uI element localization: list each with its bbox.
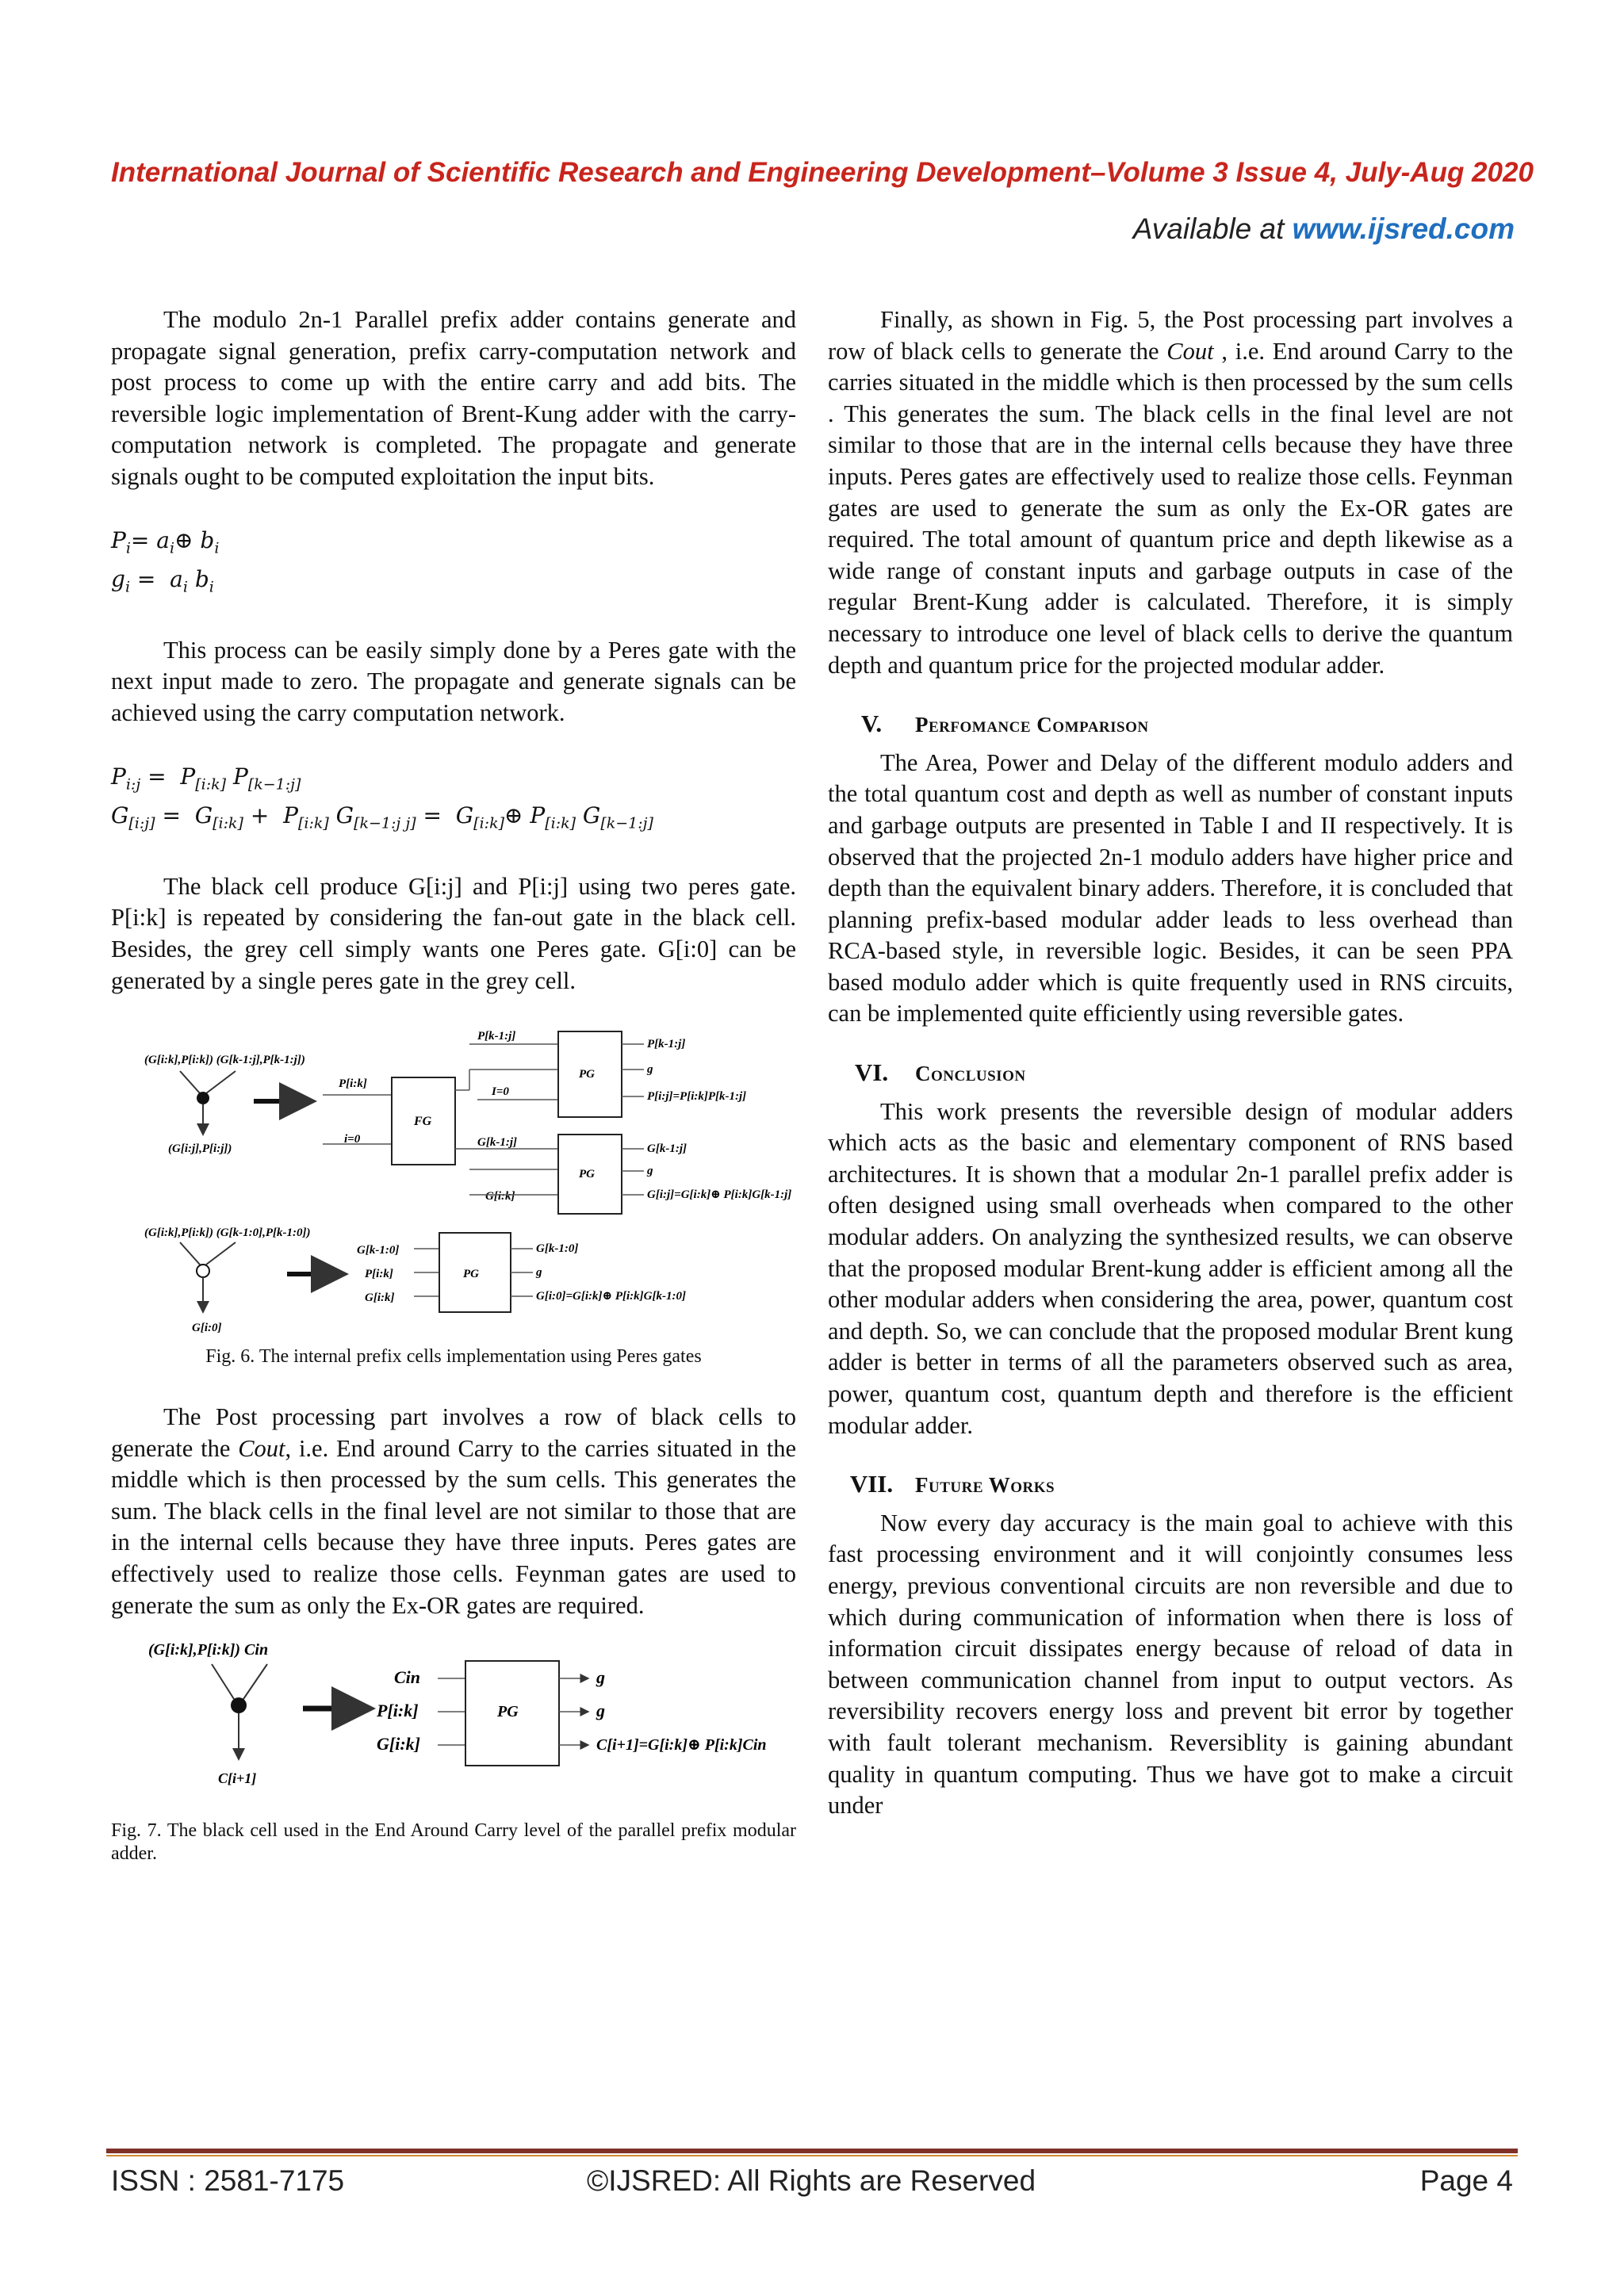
paragraph: This work presents the reversible design of modular adders which acts as the basic and elementary component of RNS based architectures. It is shown that a modular 2n-1 parallel prefix adder is often designed using small overheads when compared to the other modular adders. On analyzing the synthesized results, we can observe that the proposed modular Brent-kung adder is efficient among all the other modular adders when considering the area, power, quantum cost and depth. So, we can conclude that the proposed modular Brent kung adder is better in terms of all the parameters observed such as area, power, quantum cost, quantum depth and therefore is the efficient modular adder. <box>828 1097 1513 1439</box>
fig7-in2: P[i:k] <box>377 1701 419 1721</box>
fig7-out3: C[i+1]=G[i:k]⊕ P[i:k]Cin <box>596 1736 767 1755</box>
fig6-in-pk1j: P[k-1:j] <box>477 1030 516 1043</box>
p4-text-a: The Post processing part involves a row of black cells to generate the <box>111 1403 796 1462</box>
fig6-grey-in3: G[i:k] <box>365 1292 395 1305</box>
fig6-grey-inputs: (G[i:k],P[i:k]) (G[k-1:0],P[k-1:0]) <box>144 1226 311 1240</box>
fig7-output: C[i+1] <box>218 1770 257 1787</box>
fig6-in-gk1j: G[k-1:j] <box>477 1136 517 1150</box>
fig6-pg-top-label: PG <box>579 1068 595 1081</box>
section-title: Perfomance Comparison <box>915 713 1149 737</box>
fig6-in-gik: G[i:k] <box>485 1190 515 1203</box>
paragraph: Now every day accuracy is the main goal to achieve with this fast processing environment and it will conjointly consumes less energy, previous conventional circuits are non reversible and due to which during communication of information when there is loss of information circuit dissipates energy because of reload of data in between communication channel from input to output vectors. As reversibility recovers energy loss and prevent bit error by together with fault tolerant mechanism. Reversiblity is gaining abundant quality in quantum computing. Thus we have got to make a circuit under <box>828 1509 1513 1820</box>
equation-propagate: $P_i=$ $a_i\oplus$ $b_i$ <box>111 526 220 557</box>
section-number: VI. <box>854 1058 889 1087</box>
black-cell-node <box>197 1092 209 1104</box>
fig6-grey-out3: G[i:0]=G[i:k]⊕ P[i:k]G[k-1:0] <box>536 1290 686 1303</box>
fig6-fg-label: FG <box>414 1115 432 1129</box>
cout-term: Cout <box>1166 337 1214 365</box>
equation-group-generate: $G_{[i:j]} = G_{[i:k]} + P_{[i:k]}$ $G_{[k-1:j j]}$ = $G_{[i:k]}\oplus$ $P_{[i:k]}$ $G_{[k-1:j]}$ <box>111 802 653 832</box>
fig6-out-g: g <box>647 1063 653 1077</box>
fig6-pg-grey-label: PG <box>463 1268 479 1281</box>
figure-6-caption: Fig. 6. The internal prefix cells implementation using Peres gates <box>205 1346 702 1368</box>
right-column <box>828 304 1513 1822</box>
fig6-out-pk1j: P[k-1:j] <box>647 1038 686 1051</box>
figure-6-diagram <box>136 1008 792 1341</box>
section-number: V. <box>860 710 883 738</box>
paragraph <box>111 1402 796 1621</box>
figure-7-caption: Fig. 7. The black cell used in the End Around Carry level of the parallel prefix modular adder. <box>111 1820 796 1865</box>
footer-copyright: ©IJSRED: All Rights are Reserved <box>587 2164 1036 2197</box>
fig6-in-i0b: I=0 <box>492 1085 509 1099</box>
section-title: Conclusion <box>915 1062 1026 1086</box>
left-column <box>111 304 796 1866</box>
fig7-in3: G[i:k] <box>377 1734 420 1755</box>
fig7-black-node <box>231 1697 247 1713</box>
footer-rule-light <box>106 2155 1518 2156</box>
cout-term: Cout <box>238 1434 285 1462</box>
fig6-grey-in2: P[i:k] <box>365 1268 393 1281</box>
fig6-pg-bottom-label: PG <box>579 1168 595 1181</box>
available-prefix: Available at <box>1132 212 1293 245</box>
paragraph: This process can be easily simply done by a Peres gate with the next input made to zero. The propagate and generate signals can be achieved using the carry computation network. <box>111 636 796 726</box>
paragraph: The modulo 2n-1 Parallel prefix adder contains generate and propagate signal generation, prefix carry-computation network and post process to come up with the entire carry and add bits. The reversible logic implementation of Brent-Kung adder with the carry-computation network is completed. The propagate and generate signals ought to be computed exploitation the input bits. <box>111 306 796 490</box>
fig6-grey-in1: G[k-1:0] <box>357 1244 400 1257</box>
fig6-black-inputs: (G[i:k],P[i:k]) (G[k-1:j],P[k-1:j]) <box>144 1054 305 1067</box>
section-number: VII. <box>849 1470 894 1498</box>
figure-7-diagram <box>124 1632 783 1815</box>
fig6-in-i0a: i=0 <box>344 1133 361 1146</box>
paragraph <box>828 304 1513 681</box>
paragraph: The black cell produce G[i:j] and P[i:j] using two peres gate. P[i:k] is repeated by considering the fan-out gate in the black cell. Besides, the grey cell simply wants one Peres gate. G[i:0] can be generated by a single peres gate in the grey cell. <box>111 872 796 994</box>
fig6-grey-out2: g <box>536 1266 542 1280</box>
fig6-grey-output: G[i:0] <box>192 1322 222 1335</box>
fig6-out-gij: G[i:j]=G[i:k]⊕ P[i:k]G[k-1:j] <box>647 1188 792 1202</box>
equation-generate: $g_i = a_i$ $b_i$ <box>111 566 214 596</box>
equation-group-propagate: $P_{i:j} = P_{[i:k]}$ $P_{[k-1:j]}$ <box>111 763 301 794</box>
section-heading-v <box>828 708 1513 741</box>
available-at <box>1133 212 1515 246</box>
r-p1-text-a: Finally, as shown in Fig. 5, the Post processing part involves a row of black cells to generate the <box>828 306 1513 365</box>
grey-cell-node <box>197 1265 209 1277</box>
fig6-grey-out1: G[k-1:0] <box>536 1242 579 1256</box>
section-title: Future Works <box>915 1473 1055 1498</box>
p4-text-b: , i.e. End around Carry to the carries situated in the middle which is then processed by the sum cells. This generates the sum. The black cells in the final level are not similar to those that are in the internal cells because they have three inputs. Peres gates are effectively used to realize those cells. Feynman gates are used to generate the sum as only the Ex-OR gates are required. <box>111 1434 796 1619</box>
journal-header: International Journal of Scientific Research and Engineering Development–Volume 3 Issue 4, July-Aug 2020 <box>111 157 1534 188</box>
fig6-out-gk1j: G[k-1:j] <box>647 1142 687 1156</box>
fig6-out-pij: P[i:j]=P[i:k]P[k-1:j] <box>647 1090 747 1104</box>
footer-rule-dark <box>106 2149 1518 2153</box>
fig6-out-g2: g <box>647 1165 653 1178</box>
footer-issn: ISSN : 2581-7175 <box>111 2164 345 2197</box>
paragraph: The Area, Power and Delay of the different modulo adders and the total quantum cost and depth as well as number of constant inputs and garbage outputs are presented in Table I and II respectively. It is observed that the projected 2n-1 modulo adders have higher price and depth than the equivalent binary adders. Therefore, it is concluded that planning prefix-based modular adder leads to less overhead than RCA-based style, in reversible logic. Besides, it can be seen PPA based modulo adder which is quite frequently used in RNS circuits, can be implemented quite efficiently using reversible gates. <box>828 748 1513 1027</box>
fig7-pg-label: PG <box>497 1703 519 1721</box>
r-p1-text-b: , i.e. End around Carry to the carries situated in the middle which is then processed by the sum cells . This generates the sum. The black cells in the final level are not similar to those that are in the internal cells because they have three inputs. Peres gates are effectively used to realize those cells. Feynman gates are used to generate the sum as only the Ex-OR gates are required. The total amount of quantum price and depth likewise as a wide range of constant inputs and garbage outputs in case of the regular Brent-Kung adder is calculated. Therefore, it is simply necessary to introduce one level of black cells to derive the quantum depth and quantum price for the projected modular adder. <box>828 337 1514 679</box>
fig6-black-output: (G[i:j],P[i:j]) <box>168 1142 232 1156</box>
fig7-inputs-top: (G[i:k],P[i:k]) Cin <box>148 1641 269 1659</box>
footer-page-number: Page 4 <box>1419 2164 1513 2197</box>
section-heading-vii <box>828 1468 1513 1502</box>
fig7-out2: g <box>596 1701 605 1721</box>
section-heading-vi <box>828 1057 1513 1090</box>
journal-url-link[interactable]: www.ijsred.com <box>1292 212 1515 245</box>
fig6-in-pik: P[i:k] <box>339 1077 367 1091</box>
fig7-in1: Cin <box>394 1667 421 1688</box>
fig7-out1: g <box>596 1667 605 1688</box>
